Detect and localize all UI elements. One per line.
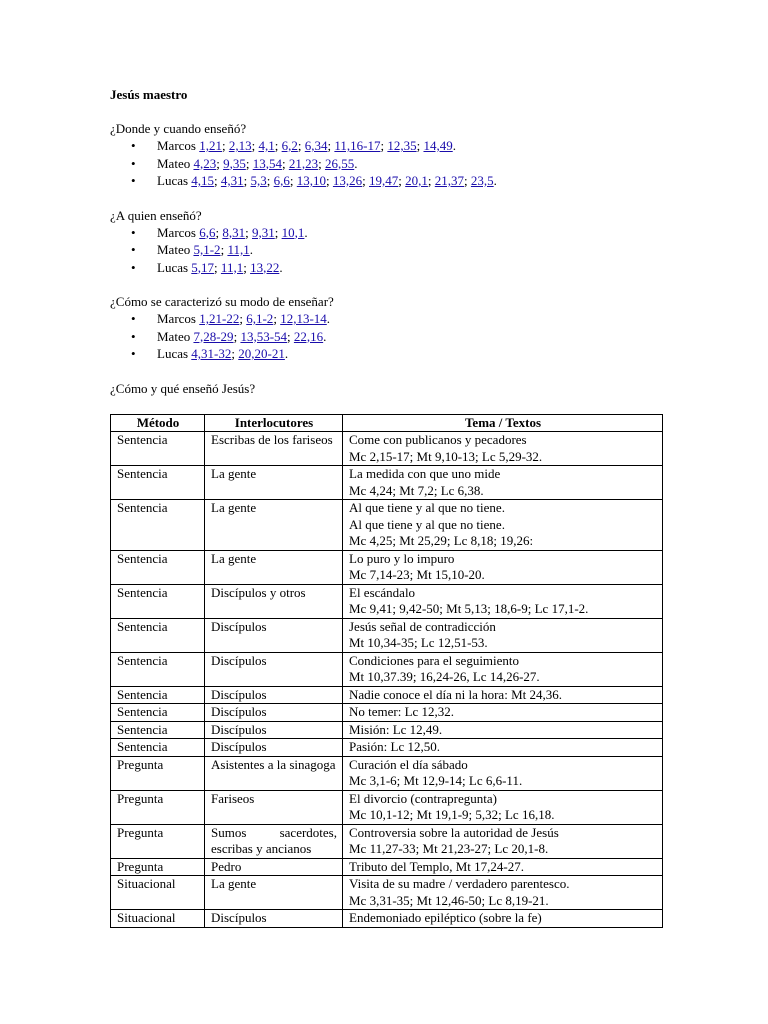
bible-reference-link[interactable]: 9,31: [252, 224, 275, 240]
table-row: [111, 910, 663, 928]
section-question: ¿A quien enseñó?: [110, 207, 202, 223]
bullet-icon: •: [131, 138, 136, 153]
cell-interlocutores: Discípulos: [205, 618, 343, 652]
bullet-icon: •: [131, 242, 136, 257]
bible-reference-link[interactable]: 4,31-32: [191, 346, 232, 361]
bible-reference-link[interactable]: 11,1: [220, 259, 244, 275]
bible-reference-link[interactable]: 6,6: [199, 224, 216, 240]
reference-list-item: • Marcos 1,21; 2,13; 4,1; 6,2; 6,34; 11,16-17; 12,35; 14,49.: [131, 138, 456, 153]
tema-line: Mc 4,24; Mt 7,2; Lc 6,38.: [349, 482, 484, 498]
table-body: [111, 432, 663, 928]
bullet-icon: •: [131, 173, 136, 188]
reference-list-item: • Marcos 6,6; 8,31; 9,31; 10,1.: [131, 224, 308, 240]
tema-line: El divorcio (contrapregunta): [349, 790, 497, 806]
bullet-icon: •: [131, 328, 136, 344]
cell-tema: [343, 876, 663, 910]
section-question: ¿Donde y cuando enseñó?: [110, 121, 247, 136]
cell-interlocutores: Discípulos: [205, 721, 343, 739]
gospel-label: Lucas: [157, 346, 189, 361]
cell-metodo: Sentencia: [111, 500, 205, 551]
cell-metodo: Sentencia: [111, 466, 205, 500]
cell-interlocutores: La gente: [205, 500, 343, 551]
cell-interlocutores: Escribas de los fariseos: [205, 432, 343, 466]
bible-reference-link[interactable]: 11,1: [227, 242, 250, 257]
cell-interlocutores: Asistentes a la sinagoga: [205, 756, 343, 790]
cell-interlocutores: Fariseos: [205, 790, 343, 824]
cell-tema: [343, 704, 663, 722]
cell-metodo: Sentencia: [111, 618, 205, 652]
bible-reference-link[interactable]: 5,1-2: [193, 242, 221, 257]
tema-line: No temer: Lc 12,32.: [349, 704, 455, 719]
cell-tema: [343, 790, 663, 824]
table-row: [111, 432, 663, 466]
cell-tema: [343, 686, 663, 704]
bible-reference-link[interactable]: 20,20-21: [238, 346, 285, 361]
table-header-row: [111, 414, 663, 432]
cell-metodo: Sentencia: [111, 550, 205, 584]
reference-list-item: • Lucas 4,31-32; 20,20-21.: [131, 346, 289, 361]
reference-list: [110, 137, 662, 190]
bible-reference-link[interactable]: 13,53-54: [240, 328, 288, 344]
bible-reference-link[interactable]: 14,49: [423, 138, 453, 153]
gospel-label: Marcos: [157, 311, 200, 326]
bible-reference-link[interactable]: 12,35: [387, 138, 417, 153]
cell-metodo: Sentencia: [111, 432, 205, 466]
header-interlocutores: Interlocutores: [205, 414, 343, 432]
tema-line: Lo puro y lo impuro: [349, 550, 455, 566]
tema-line: Jesús señal de contradicción: [349, 618, 496, 634]
gospel-label: Mateo: [157, 155, 191, 171]
bible-reference-link[interactable]: 1,21: [199, 138, 222, 153]
cell-interlocutores: Discípulos: [205, 910, 343, 928]
bullet-icon: •: [131, 311, 136, 326]
bible-reference-link[interactable]: 13,22: [250, 259, 280, 275]
bible-reference-link[interactable]: 5,17: [191, 259, 215, 275]
cell-interlocutores: Discípulos: [205, 739, 343, 757]
questions-container: [110, 120, 662, 363]
table-row: [111, 756, 663, 790]
tema-line: Mc 7,14-23; Mt 15,10-20.: [349, 567, 485, 582]
tema-line: Condiciones para el seguimiento: [349, 652, 520, 668]
cell-tema: [343, 550, 663, 584]
cell-tema: [343, 618, 663, 652]
cell-tema: [343, 721, 663, 739]
cell-tema: [343, 584, 663, 618]
tema-line: La medida con que uno mide: [349, 466, 501, 481]
tema-line: Al que tiene y al que no tiene.: [349, 500, 505, 515]
bible-reference-link[interactable]: 4,15: [191, 173, 215, 188]
cell-interlocutores: La gente: [205, 466, 343, 500]
reference-list-item: • Mateo 7,28-29; 13,53-54; 22,16.: [131, 328, 327, 344]
tema-line: Controversia sobre la autoridad de Jesús: [349, 824, 559, 840]
gospel-label: Lucas: [157, 173, 189, 188]
teaching-table: [110, 414, 663, 928]
bible-reference-link[interactable]: 6,2: [281, 138, 298, 153]
tema-line: El escándalo: [349, 584, 416, 600]
gospel-label: Marcos: [157, 138, 196, 153]
cell-metodo: Pregunta: [111, 824, 205, 858]
bible-reference-link[interactable]: 11,16-17: [334, 138, 381, 153]
table-row: [111, 824, 663, 858]
cell-metodo: Sentencia: [111, 584, 205, 618]
cell-interlocutores: La gente: [205, 876, 343, 910]
document-page: [110, 86, 662, 928]
cell-metodo: Sentencia: [111, 704, 205, 722]
cell-metodo: Pregunta: [111, 756, 205, 790]
table-row: [111, 500, 663, 551]
cell-interlocutores: Discípulos: [205, 686, 343, 704]
cell-metodo: Sentencia: [111, 652, 205, 686]
cell-metodo: Situacional: [111, 876, 205, 910]
cell-interlocutores: Sumos sacerdotes, escribas y ancianos: [205, 824, 343, 858]
tema-line: Visita de su madre / verdadero parentesco.: [349, 876, 570, 891]
tema-line: Mc 11,27-33; Mt 21,23-27; Lc 20,1-8.: [349, 841, 549, 856]
bible-reference-link[interactable]: 4,31: [220, 173, 244, 188]
bible-reference-link[interactable]: 22,16: [293, 328, 324, 344]
cell-tema: [343, 910, 663, 928]
reference-list-item: • Mateo 5,1-2; 11,1.: [131, 242, 253, 257]
tema-line: Mc 3,31-35; Mt 12,46-50; Lc 8,19-21.: [349, 892, 549, 908]
tema-line: Mt 10,34-35; Lc 12,51-53.: [349, 635, 488, 650]
reference-list-item: • Marcos 1,21-22; 6,1-2; 12,13-14.: [131, 311, 331, 326]
cell-tema: [343, 756, 663, 790]
tema-line: Curación el día sábado: [349, 756, 468, 772]
table-row: [111, 704, 663, 722]
table-row: [111, 466, 663, 500]
gospel-label: Mateo: [157, 328, 191, 344]
bible-reference-link[interactable]: 8,31: [222, 224, 246, 240]
cell-metodo: Sentencia: [111, 721, 205, 739]
table-row: [111, 550, 663, 584]
bible-reference-link[interactable]: 13,26: [332, 173, 363, 188]
gospel-label: Mateo: [157, 242, 191, 257]
cell-tema: [343, 652, 663, 686]
cell-tema: [343, 500, 663, 551]
table-row: [111, 858, 663, 876]
bible-reference-link[interactable]: 10,1: [281, 224, 305, 240]
bible-reference-link[interactable]: 4,23: [193, 155, 217, 171]
gospel-label: Lucas: [157, 259, 189, 275]
table-row: [111, 876, 663, 910]
tema-line: Misión: Lc 12,49.: [349, 721, 443, 737]
cell-tema: [343, 858, 663, 876]
bible-reference-link[interactable]: 4,1: [258, 138, 275, 153]
cell-metodo: Pregunta: [111, 790, 205, 824]
cell-interlocutores: Discípulos y otros: [205, 584, 343, 618]
cell-metodo: Sentencia: [111, 739, 205, 757]
tema-line: Pasión: Lc 12,50.: [349, 739, 440, 754]
tema-line: Mt 10,37.39; 16,24-26, Lc 14,26-27.: [349, 669, 540, 684]
bible-reference-link[interactable]: 5,3: [250, 173, 267, 188]
table-row: [111, 721, 663, 739]
bible-reference-link[interactable]: 13,10: [296, 173, 327, 188]
cell-metodo: Pregunta: [111, 858, 205, 876]
cell-interlocutores: La gente: [205, 550, 343, 584]
bible-reference-link[interactable]: 23,5: [470, 173, 494, 188]
tema-line: Nadie conoce el día ni la hora: Mt 24,36.: [349, 686, 562, 702]
header-tema: Tema / Textos: [343, 414, 663, 432]
tema-line: Come con publicanos y pecadores: [349, 432, 527, 447]
bible-reference-link[interactable]: 7,28-29: [193, 328, 234, 344]
bible-reference-link[interactable]: 6,6: [273, 173, 290, 188]
cell-tema: [343, 739, 663, 757]
bullet-icon: •: [131, 346, 136, 361]
table-row: [111, 618, 663, 652]
document-title: Jesús maestro: [110, 87, 188, 102]
reference-list: [110, 224, 662, 277]
header-metodo: Método: [111, 414, 205, 432]
cell-tema: [343, 466, 663, 500]
tema-line: Mc 9,41; 9,42-50; Mt 5,13; 18,6-9; Lc 17,1-2.: [349, 601, 589, 616]
tema-line: Mc 2,15-17; Mt 9,10-13; Lc 5,29-32.: [349, 448, 543, 464]
cell-interlocutores: Discípulos: [205, 704, 343, 722]
table-question: ¿Cómo y qué enseñó Jesús?: [110, 380, 256, 396]
table-row: [111, 584, 663, 618]
tema-line: Mc 10,1-12; Mt 19,1-9; 5,32; Lc 16,18.: [349, 807, 555, 822]
bible-reference-link[interactable]: 6,1-2: [246, 311, 274, 326]
bible-reference-link[interactable]: 9,35: [223, 155, 246, 171]
tema-line: Endemoniado epiléptico (sobre la fe): [349, 910, 542, 925]
bible-reference-link[interactable]: 13,54: [252, 155, 282, 171]
reference-list: [110, 310, 662, 363]
section-question: ¿Cómo se caracterizó su modo de enseñar?: [110, 294, 334, 309]
tema-line: Mc 3,1-6; Mt 12,9-14; Lc 6,6-11.: [349, 773, 523, 788]
bible-reference-link[interactable]: 26,55: [324, 155, 355, 171]
bullet-icon: •: [131, 224, 136, 240]
table-row: [111, 652, 663, 686]
reference-list-item: • Lucas 4,15; 4,31; 5,3; 6,6; 13,10; 13,26; 19,47; 20,1; 21,37; 23,5.: [131, 173, 497, 188]
bible-reference-link[interactable]: 20,1: [405, 173, 428, 188]
gospel-label: Marcos: [157, 224, 196, 240]
cell-metodo: Sentencia: [111, 686, 205, 704]
reference-list-item: • Mateo 4,23; 9,35; 13,54; 21,23; 26,55.: [131, 155, 358, 171]
bible-reference-link[interactable]: 2,13: [228, 138, 252, 153]
bible-reference-link[interactable]: 6,34: [304, 138, 328, 153]
cell-interlocutores: Pedro: [205, 858, 343, 876]
cell-metodo: Situacional: [111, 910, 205, 928]
cell-tema: [343, 432, 663, 466]
tema-line: Tributo del Templo, Mt 17,24-27.: [349, 858, 524, 874]
table-row: [111, 739, 663, 757]
table-row: [111, 790, 663, 824]
bullet-icon: •: [131, 155, 136, 171]
bible-reference-link[interactable]: 21,37: [434, 173, 465, 188]
cell-tema: [343, 824, 663, 858]
bible-reference-link[interactable]: 19,47: [369, 173, 399, 188]
bible-reference-link[interactable]: 12,13-14: [280, 311, 327, 326]
tema-line: Al que tiene y al que no tiene.: [349, 516, 505, 532]
table-row: [111, 686, 663, 704]
bible-reference-link[interactable]: 1,21-22: [199, 311, 240, 326]
cell-interlocutores: Discípulos: [205, 652, 343, 686]
reference-list-item: • Lucas 5,17; 11,1; 13,22.: [131, 259, 283, 275]
bullet-icon: •: [131, 259, 136, 275]
bible-reference-link[interactable]: 21,23: [288, 155, 319, 171]
tema-line: Mc 4,25; Mt 25,29; Lc 8,18; 19,26:: [349, 533, 534, 548]
